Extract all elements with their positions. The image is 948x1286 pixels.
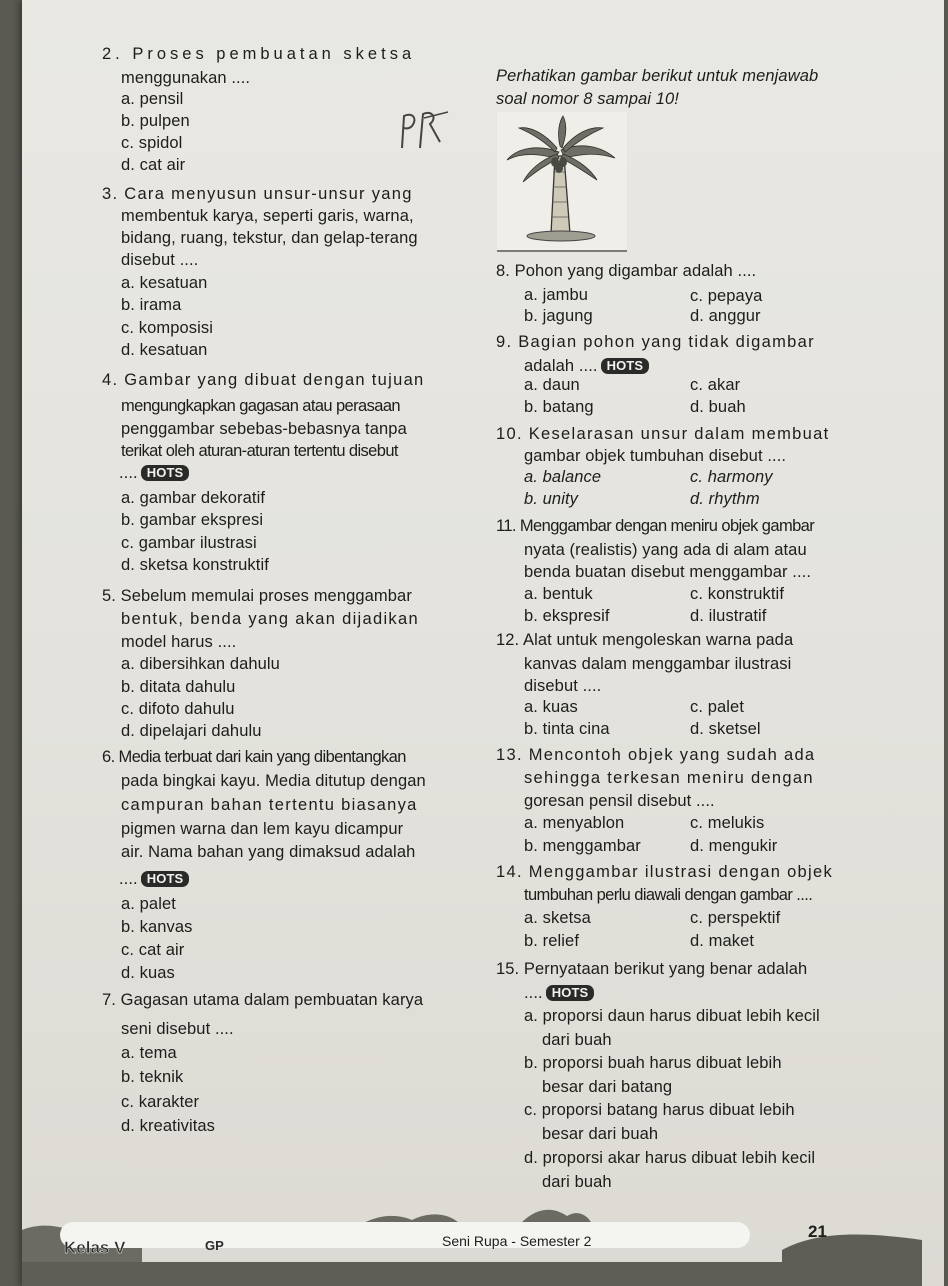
q8-option-c: c. pepaya <box>690 287 763 305</box>
q6-stem-line2: pada bingkai kayu. Media ditutup dengan <box>121 772 426 790</box>
q7-option-b: b. teknik <box>121 1068 184 1086</box>
q6-option-d: d. kuas <box>121 964 175 982</box>
q11-option-d: d. ilustratif <box>690 607 767 625</box>
q15-option-a-line2: dari buah <box>542 1031 612 1049</box>
q15-option-b-line1: b. proporsi buah harus dibuat lebih <box>524 1054 782 1072</box>
q14-option-b: b. relief <box>524 932 580 950</box>
q2-option-a: a. pensil <box>121 90 184 108</box>
q6-stem-line1: 6. Media terbuat dari kain yang dibentangkan <box>102 748 406 766</box>
q8-option-b: b. jagung <box>524 307 593 325</box>
q10-option-d: d. rhythm <box>690 490 760 508</box>
intro-line2: soal nomor 8 sampai 10! <box>496 90 679 108</box>
q7-option-c: c. karakter <box>121 1093 200 1111</box>
q9-stem-line1: 9. Bagian pohon yang tidak digambar <box>496 333 815 351</box>
footer-class-label: Kelas V <box>64 1238 126 1257</box>
q11-stem-line2: nyata (realistis) yang ada di alam atau <box>524 541 807 559</box>
q15-option-d-line2: dari buah <box>542 1173 612 1191</box>
intro-line1: Perhatikan gambar berikut untuk menjawab <box>496 67 819 85</box>
hots-badge: HOTS <box>601 358 650 374</box>
q10-stem-line2: gambar objek tumbuhan disebut .... <box>524 447 787 465</box>
q6-stem-line5: air. Nama bahan yang dimaksud adalah <box>121 843 416 861</box>
page-number: 21 <box>808 1222 827 1241</box>
footer-semester-code: GP <box>205 1238 224 1253</box>
q12-stem-line2: kanvas dalam menggambar ilustrasi <box>524 655 792 673</box>
q6-option-c: c. cat air <box>121 941 185 959</box>
q3-option-b: b. irama <box>121 296 182 314</box>
hots-badge: HOTS <box>141 871 190 887</box>
q4-option-d: d. sketsa konstruktif <box>121 556 269 574</box>
q10-option-c: c. harmony <box>690 468 773 486</box>
q3-option-d: d. kesatuan <box>121 341 208 359</box>
q13-option-c: c. melukis <box>690 814 765 832</box>
q12-stem-line3: disebut .... <box>524 677 602 695</box>
q10-stem-line1: 10. Keselarasan unsur dalam membuat <box>496 425 830 443</box>
q3-option-c: c. komposisi <box>121 319 213 337</box>
hots-badge: HOTS <box>141 465 190 481</box>
q2-option-c: c. spidol <box>121 134 183 152</box>
q15-option-d-line1: d. proporsi akar harus dibuat lebih kecil <box>524 1149 816 1167</box>
q4-stem-line3: penggambar sebebas-bebasnya tanpa <box>121 420 407 438</box>
q7-option-d: d. kreativitas <box>121 1117 216 1135</box>
q3-stem-line1: 3. Cara menyusun unsur-unsur yang <box>102 185 413 203</box>
q6-stem-line4: pigmen warna dan lem kayu dicampur <box>121 820 404 838</box>
q15-option-c-line1: c. proporsi batang harus dibuat lebih <box>524 1101 795 1119</box>
q8-stem: 8. Pohon yang digambar adalah .... <box>496 262 757 280</box>
q4-stem-line4: terikat oleh aturan-aturan tertentu disebut <box>121 442 398 460</box>
q8-option-a: a. jambu <box>524 286 589 304</box>
q14-stem-line2: tumbuhan perlu diawali dengan gambar .... <box>524 886 813 904</box>
q4-option-b: b. gambar ekspresi <box>121 511 264 529</box>
q8-option-d: d. anggur <box>690 307 761 325</box>
q11-stem-line3: benda buatan disebut menggambar .... <box>524 563 812 581</box>
q12-option-b: b. tinta cina <box>524 720 610 738</box>
q14-option-a: a. sketsa <box>524 909 591 927</box>
q3-stem-line2: membentuk karya, seperti garis, warna, <box>121 207 414 225</box>
q4-stem-line1: 4. Gambar yang dibuat dengan tujuan <box>102 371 425 389</box>
q13-option-b: b. menggambar <box>524 837 641 855</box>
q13-stem-line2: sehingga terkesan meniru dengan <box>524 769 814 787</box>
q11-option-c: c. konstruktif <box>690 585 785 603</box>
q4-stem-line2: mengungkapkan gagasan atau perasaan <box>121 397 400 415</box>
q9-option-c: c. akar <box>690 376 741 394</box>
q5-option-b: b. ditata dahulu <box>121 678 236 696</box>
q6-stem-line6: .... HOTS <box>119 869 189 889</box>
q5-option-a: a. dibersihkan dahulu <box>121 655 280 673</box>
papaya-tree-illustration <box>497 112 627 252</box>
q13-stem-line1: 13. Mencontoh objek yang sudah ada <box>496 746 816 764</box>
q15-option-b-line2: besar dari batang <box>542 1078 673 1096</box>
q4-stem-line5: .... HOTS <box>119 463 189 483</box>
q3-option-a: a. kesatuan <box>121 274 208 292</box>
q6-option-b: b. kanvas <box>121 918 193 936</box>
q11-stem-line1: 11. Menggambar dengan meniru objek gambar <box>496 517 815 535</box>
q15-stem-line1: 15. Pernyataan berikut yang benar adalah <box>496 960 808 978</box>
q9-stem-line2: adalah .... HOTS <box>524 356 649 376</box>
q4-option-a: a. gambar dekoratif <box>121 489 266 507</box>
footer-subject: Seni Rupa - Semester 2 <box>442 1233 592 1249</box>
q11-option-a: a. bentuk <box>524 585 593 603</box>
q14-stem-line1: 14. Menggambar ilustrasi dengan objek <box>496 863 834 881</box>
q12-option-d: d. sketsel <box>690 720 761 738</box>
q2-stem-line1: 2. Proses pembuatan sketsa <box>102 45 416 63</box>
q15-stem-line2: .... HOTS <box>524 983 594 1003</box>
q9-option-b: b. batang <box>524 398 594 416</box>
q6-stem-line3: campuran bahan tertentu biasanya <box>121 796 418 814</box>
q10-option-a: a. balance <box>524 468 602 486</box>
q2-option-b: b. pulpen <box>121 112 190 130</box>
q7-stem-line1: 7. Gagasan utama dalam pembuatan karya <box>102 991 424 1009</box>
q15-option-c-line2: besar dari buah <box>542 1125 659 1143</box>
q6-option-a: a. palet <box>121 895 176 913</box>
q5-stem-line2: bentuk, benda yang akan dijadikan <box>121 610 419 628</box>
q5-option-c: c. difoto dahulu <box>121 700 235 718</box>
q4-option-c: c. gambar ilustrasi <box>121 534 257 552</box>
q3-stem-line3: bidang, ruang, tekstur, dan gelap-terang <box>121 229 418 247</box>
q14-option-c: c. perspektif <box>690 909 781 927</box>
q5-option-d: d. dipelajari dahulu <box>121 722 262 740</box>
q11-option-b: b. ekspresif <box>524 607 610 625</box>
q5-stem-line3: model harus .... <box>121 633 237 651</box>
q10-option-b: b. unity <box>524 490 578 508</box>
q12-option-a: a. kuas <box>524 698 578 716</box>
q13-stem-line3: goresan pensil disebut .... <box>524 792 715 810</box>
q7-stem-line2: seni disebut .... <box>121 1020 234 1038</box>
q9-option-a: a. daun <box>524 376 580 394</box>
q15-option-a-line1: a. proporsi daun harus dibuat lebih kecil <box>524 1007 820 1025</box>
q12-stem-line1: 12. Alat untuk mengoleskan warna pada <box>496 631 794 649</box>
q14-option-d: d. maket <box>690 932 755 950</box>
q7-option-a: a. tema <box>121 1044 177 1062</box>
q13-option-d: d. mengukir <box>690 837 778 855</box>
q2-option-d: d. cat air <box>121 156 186 174</box>
q12-option-c: c. palet <box>690 698 744 716</box>
q3-stem-line4: disebut .... <box>121 251 199 269</box>
handwritten-pr-mark <box>398 108 458 153</box>
q13-option-a: a. menyablon <box>524 814 625 832</box>
q9-option-d: d. buah <box>690 398 746 416</box>
footer-bar <box>60 1222 750 1248</box>
q5-stem-line1: 5. Sebelum memulai proses menggambar <box>102 587 412 605</box>
q2-stem-line2: menggunakan .... <box>121 69 251 87</box>
hots-badge: HOTS <box>546 985 595 1001</box>
